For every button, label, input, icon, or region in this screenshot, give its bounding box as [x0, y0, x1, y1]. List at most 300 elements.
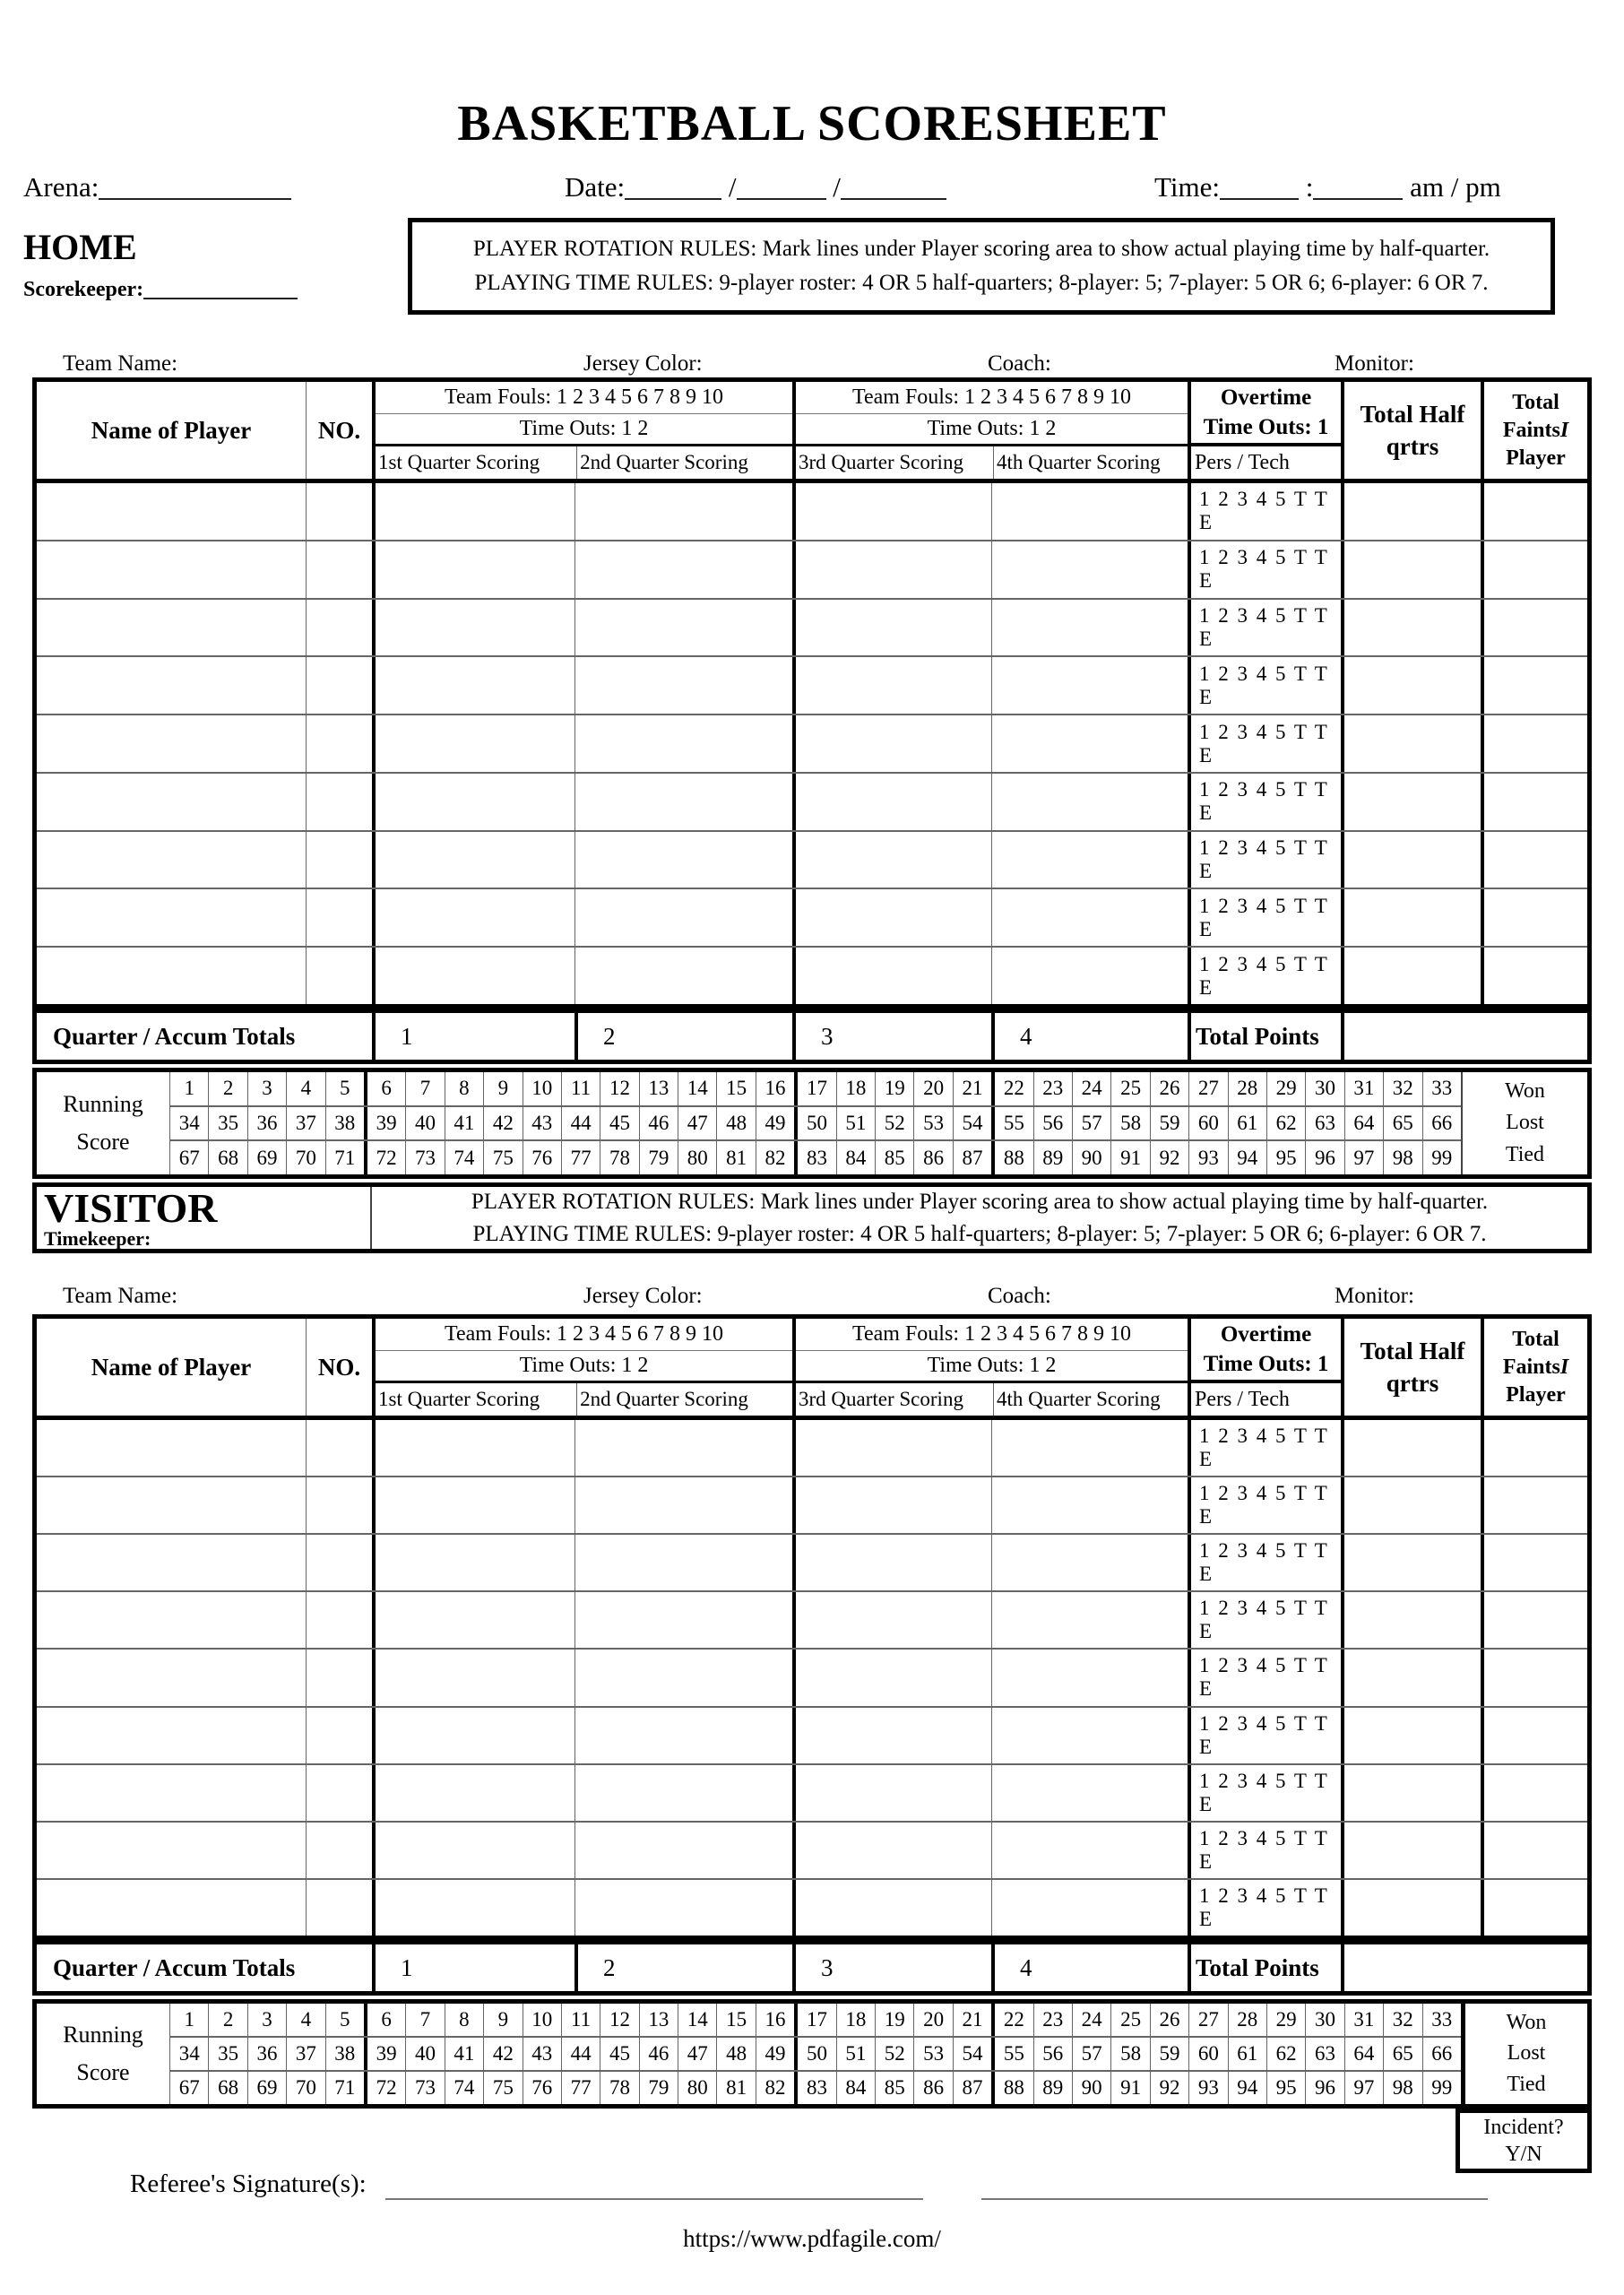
player-number-cell[interactable]: [306, 889, 372, 946]
pers-tech-cell[interactable]: [1188, 1535, 1341, 1590]
pers-tech-cell[interactable]: [1188, 1592, 1341, 1648]
running-score-number[interactable]: 41: [445, 1107, 483, 1140]
player-name-cell[interactable]: [37, 1823, 306, 1878]
running-score-number[interactable]: 95: [1266, 1141, 1305, 1174]
running-score-number[interactable]: 72: [364, 2072, 405, 2104]
running-score-number[interactable]: 44: [561, 1107, 600, 1140]
player-number-cell[interactable]: [306, 1535, 372, 1590]
q1-scoring-cell[interactable]: [372, 832, 574, 888]
q4-scoring-cell[interactable]: [991, 657, 1188, 714]
running-score-number[interactable]: 8: [445, 1072, 483, 1105]
running-score-number[interactable]: 49: [756, 2038, 794, 2070]
q2-scoring-cell[interactable]: [574, 715, 792, 772]
running-score-number[interactable]: 58: [1110, 1107, 1149, 1140]
running-score-number[interactable]: 66: [1422, 1107, 1461, 1140]
q2-scoring-cell[interactable]: [574, 1592, 792, 1648]
running-score-number[interactable]: 51: [836, 2038, 875, 2070]
player-name-cell[interactable]: [37, 1535, 306, 1590]
running-score-number[interactable]: 89: [1033, 2072, 1072, 2104]
q2-scoring-cell[interactable]: [574, 657, 792, 714]
running-score-number[interactable]: 36: [247, 1107, 286, 1140]
total-half-cell[interactable]: [1341, 600, 1481, 656]
running-score-number[interactable]: 52: [875, 1107, 913, 1140]
total-faints-cell[interactable]: [1481, 1477, 1587, 1533]
pers-tech-cell[interactable]: [1188, 774, 1341, 830]
running-score-number[interactable]: 76: [523, 1141, 561, 1174]
q3-scoring-cell[interactable]: [792, 541, 991, 598]
coach-label[interactable]: Coach:: [988, 1284, 1051, 1308]
running-score-number[interactable]: 44: [561, 2038, 600, 2070]
q4-scoring-cell[interactable]: [991, 832, 1188, 888]
running-score-number[interactable]: 78: [600, 2072, 638, 2104]
running-score-number[interactable]: 16: [756, 2004, 794, 2036]
team-fouls-header-2[interactable]: Team Fouls: 1 2 3 4 5 6 7 8 9 10: [796, 382, 1188, 414]
running-score-number[interactable]: 69: [247, 1141, 286, 1174]
running-score-number[interactable]: 49: [756, 1107, 794, 1140]
running-score-number[interactable]: 83: [794, 1141, 835, 1174]
player-number-cell[interactable]: [306, 774, 372, 830]
running-score-number[interactable]: 41: [445, 2038, 483, 2070]
running-score-number[interactable]: 84: [836, 1141, 875, 1174]
q3-scoring-cell[interactable]: [792, 600, 991, 656]
running-score-number[interactable]: 93: [1188, 2072, 1227, 2104]
running-score-number[interactable]: 48: [716, 1107, 755, 1140]
q4-scoring-cell[interactable]: [991, 1765, 1188, 1821]
q3-scoring-cell[interactable]: [792, 1708, 991, 1763]
player-number-cell[interactable]: [306, 1650, 372, 1705]
pers-tech-cell[interactable]: [1188, 1708, 1341, 1763]
running-score-number[interactable]: 81: [716, 1141, 755, 1174]
running-score-number[interactable]: 7: [405, 1072, 444, 1105]
running-score-number[interactable]: 51: [836, 1107, 875, 1140]
q2-scoring-cell[interactable]: [574, 1708, 792, 1763]
running-score-number[interactable]: 53: [913, 1107, 952, 1140]
running-score-number[interactable]: 93: [1188, 1141, 1227, 1174]
running-score-number[interactable]: 84: [836, 2072, 875, 2104]
q3-scoring-cell[interactable]: [792, 1765, 991, 1821]
q3-scoring-cell[interactable]: [792, 1535, 991, 1590]
team-fouls-header-1[interactable]: Team Fouls: 1 2 3 4 5 6 7 8 9 10: [376, 382, 792, 414]
running-score-number[interactable]: 30: [1305, 1072, 1343, 1105]
total-half-cell[interactable]: [1341, 1592, 1481, 1648]
running-score-number[interactable]: 83: [794, 2072, 835, 2104]
running-score-number[interactable]: 57: [1072, 2038, 1110, 2070]
running-score-number[interactable]: 17: [794, 1072, 835, 1105]
running-score-number[interactable]: 13: [639, 2004, 678, 2036]
team-fouls-header-1[interactable]: Team Fouls: 1 2 3 4 5 6 7 8 9 10: [376, 1319, 792, 1351]
running-score-number[interactable]: 86: [913, 2072, 952, 2104]
q2-scoring-cell[interactable]: [574, 1765, 792, 1821]
running-score-number[interactable]: 92: [1150, 1141, 1188, 1174]
running-score-number[interactable]: 98: [1383, 2072, 1421, 2104]
total-half-cell[interactable]: [1341, 657, 1481, 714]
running-score-number[interactable]: 88: [991, 1141, 1032, 1174]
footer-url[interactable]: https://www.pdfagile.com/: [683, 2225, 941, 2252]
player-number-cell[interactable]: [306, 1592, 372, 1648]
running-score-number[interactable]: 87: [953, 1141, 991, 1174]
running-score-number[interactable]: 23: [1033, 1072, 1072, 1105]
q2-scoring-cell[interactable]: [574, 483, 792, 540]
player-number-cell[interactable]: [306, 1477, 372, 1533]
pers-tech-cell[interactable]: [1188, 1477, 1341, 1533]
total-faints-cell[interactable]: [1481, 483, 1587, 540]
q4-scoring-cell[interactable]: [991, 1477, 1188, 1533]
running-score-number[interactable]: 33: [1422, 1072, 1461, 1105]
running-score-number[interactable]: 33: [1422, 2004, 1461, 2036]
running-score-number[interactable]: 11: [561, 1072, 600, 1105]
player-name-cell[interactable]: [37, 948, 306, 1004]
running-score-number[interactable]: 21: [953, 1072, 991, 1105]
running-score-number[interactable]: 75: [483, 1141, 522, 1174]
total-half-cell[interactable]: [1341, 1650, 1481, 1705]
q2-scoring-cell[interactable]: [574, 774, 792, 830]
q2-scoring-cell[interactable]: [574, 889, 792, 946]
running-score-number[interactable]: 2: [208, 2004, 246, 2036]
result-option[interactable]: Lost: [1507, 2041, 1546, 2066]
pers-tech-cell[interactable]: [1188, 483, 1341, 540]
running-score-number[interactable]: 69: [247, 2072, 286, 2104]
running-score-number[interactable]: 72: [364, 1141, 405, 1174]
total-half-cell[interactable]: [1341, 1535, 1481, 1590]
running-score-number[interactable]: 38: [325, 1107, 364, 1140]
total-faints-cell[interactable]: [1481, 657, 1587, 714]
running-score-number[interactable]: 90: [1072, 2072, 1110, 2104]
running-score-number[interactable]: 82: [756, 1141, 794, 1174]
pers-tech-cell[interactable]: [1188, 1650, 1341, 1705]
running-score-number[interactable]: 80: [678, 2072, 716, 2104]
running-score-number[interactable]: 45: [600, 2038, 638, 2070]
running-score-number[interactable]: 46: [639, 2038, 678, 2070]
running-score-number[interactable]: 16: [756, 1072, 794, 1105]
running-score-number[interactable]: 35: [208, 1107, 246, 1140]
team-name-label[interactable]: Team Name:: [63, 351, 178, 376]
q1-scoring-cell[interactable]: [372, 657, 574, 714]
running-score-number[interactable]: 61: [1228, 2038, 1266, 2070]
q1-total-cell[interactable]: [372, 1944, 574, 1991]
player-number-cell[interactable]: [306, 1420, 372, 1476]
running-score-number[interactable]: 26: [1150, 2004, 1188, 2036]
q2-scoring-cell[interactable]: [574, 1477, 792, 1533]
total-faints-cell[interactable]: [1481, 1535, 1587, 1590]
q2-scoring-cell[interactable]: [574, 1880, 792, 1936]
q2-scoring-cell[interactable]: [574, 541, 792, 598]
coach-label[interactable]: Coach:: [988, 351, 1051, 376]
running-score-number[interactable]: 26: [1150, 1072, 1188, 1105]
running-score-number[interactable]: 11: [561, 2004, 600, 2036]
running-score-number[interactable]: 60: [1188, 1107, 1227, 1140]
running-score-number[interactable]: 36: [247, 2038, 286, 2070]
q2-scoring-cell[interactable]: [574, 1535, 792, 1590]
player-number-cell[interactable]: [306, 657, 372, 714]
q1-scoring-cell[interactable]: [372, 1650, 574, 1705]
q3-scoring-cell[interactable]: [792, 889, 991, 946]
total-half-cell[interactable]: [1341, 1708, 1481, 1763]
running-score-number[interactable]: 9: [483, 2004, 522, 2036]
total-faints-cell[interactable]: [1481, 1823, 1587, 1878]
q3-scoring-cell[interactable]: [792, 715, 991, 772]
running-score-number[interactable]: 70: [286, 1141, 324, 1174]
running-score-number[interactable]: 34: [178, 2042, 200, 2065]
total-faints-cell[interactable]: [1481, 832, 1587, 888]
total-faints-cell[interactable]: [1481, 1592, 1587, 1648]
running-score-number[interactable]: 5: [325, 2004, 364, 2036]
jersey-color-label[interactable]: Jersey Color:: [583, 351, 703, 376]
running-score-number[interactable]: 67: [178, 1146, 200, 1169]
running-score-number[interactable]: 87: [953, 2072, 991, 2104]
running-score-number[interactable]: 78: [600, 1141, 638, 1174]
running-score-number[interactable]: 2: [208, 1072, 246, 1105]
running-score-number[interactable]: 42: [483, 2038, 522, 2070]
q4-scoring-cell[interactable]: [991, 1880, 1188, 1936]
total-faints-cell[interactable]: [1481, 889, 1587, 946]
running-score-number[interactable]: 31: [1344, 2004, 1383, 2036]
running-score-number[interactable]: 59: [1150, 1107, 1188, 1140]
total-faints-cell[interactable]: [1481, 541, 1587, 598]
player-number-cell[interactable]: [306, 1765, 372, 1821]
running-score-number[interactable]: 37: [286, 2038, 324, 2070]
total-half-cell[interactable]: [1341, 541, 1481, 598]
running-score-number[interactable]: 74: [445, 2072, 483, 2104]
total-faints-cell[interactable]: [1481, 1765, 1587, 1821]
running-score-number[interactable]: 12: [600, 1072, 638, 1105]
q4-scoring-cell[interactable]: [991, 774, 1188, 830]
running-score-number[interactable]: 77: [561, 1141, 600, 1174]
running-score-number[interactable]: 28: [1228, 2004, 1266, 2036]
jersey-color-label[interactable]: Jersey Color:: [583, 1284, 703, 1308]
running-score-number[interactable]: 85: [875, 2072, 913, 2104]
total-half-cell[interactable]: [1341, 1823, 1481, 1878]
result-option[interactable]: Lost: [1506, 1111, 1544, 1135]
overtime-header[interactable]: [1191, 382, 1341, 446]
running-score-number[interactable]: 9: [483, 1072, 522, 1105]
total-faints-cell[interactable]: [1481, 774, 1587, 830]
total-half-cell[interactable]: [1341, 1477, 1481, 1533]
running-score-number[interactable]: 94: [1228, 2072, 1266, 2104]
scorekeeper-blank[interactable]: [143, 276, 298, 299]
q4-total-cell[interactable]: [991, 1944, 1188, 1991]
q1-scoring-cell[interactable]: [372, 1592, 574, 1648]
running-score-number[interactable]: 96: [1305, 2072, 1343, 2104]
time-minute-blank[interactable]: [1313, 170, 1403, 200]
running-score-number[interactable]: 85: [875, 1141, 913, 1174]
q1-scoring-cell[interactable]: [372, 1420, 574, 1476]
date-year-blank[interactable]: [841, 170, 946, 200]
arena-blank[interactable]: [99, 170, 291, 200]
q3-scoring-cell[interactable]: [792, 1477, 991, 1533]
timekeeper-label[interactable]: Timekeeper:: [44, 1227, 151, 1250]
running-score-number[interactable]: 89: [1033, 1141, 1072, 1174]
running-score-number[interactable]: 10: [523, 1072, 561, 1105]
q4-scoring-cell[interactable]: [991, 483, 1188, 540]
q3-scoring-cell[interactable]: [792, 948, 991, 1004]
running-score-number[interactable]: 28: [1228, 1072, 1266, 1105]
player-name-cell[interactable]: [37, 832, 306, 888]
q4-scoring-cell[interactable]: [991, 1535, 1188, 1590]
date-day-blank[interactable]: [737, 170, 826, 200]
running-score-number[interactable]: 38: [325, 2038, 364, 2070]
running-score-number[interactable]: 75: [483, 2072, 522, 2104]
date-month-blank[interactable]: [625, 170, 721, 200]
player-name-cell[interactable]: [37, 657, 306, 714]
player-name-cell[interactable]: [37, 1708, 306, 1763]
running-score-number[interactable]: 91: [1110, 1141, 1149, 1174]
running-score-number[interactable]: 45: [600, 1107, 638, 1140]
running-score-number[interactable]: 59: [1150, 2038, 1188, 2070]
running-score-number[interactable]: 1: [184, 1077, 194, 1100]
q2-scoring-cell[interactable]: [574, 1823, 792, 1878]
running-score-number[interactable]: 56: [1033, 1107, 1072, 1140]
result-option[interactable]: Tied: [1505, 1142, 1545, 1166]
pers-tech-cell[interactable]: [1188, 1420, 1341, 1476]
running-score-number[interactable]: 67: [178, 2076, 200, 2099]
running-score-number[interactable]: 24: [1072, 1072, 1110, 1105]
running-score-number[interactable]: 74: [445, 1141, 483, 1174]
player-name-cell[interactable]: [37, 1477, 306, 1533]
player-name-cell[interactable]: [37, 483, 306, 540]
running-score-number[interactable]: 23: [1033, 2004, 1072, 2036]
q1-scoring-cell[interactable]: [372, 948, 574, 1004]
running-score-number[interactable]: 63: [1305, 1107, 1343, 1140]
running-score-number[interactable]: 31: [1344, 1072, 1383, 1105]
total-half-cell[interactable]: [1341, 774, 1481, 830]
running-score-number[interactable]: 73: [405, 1141, 444, 1174]
q3-scoring-cell[interactable]: [792, 1420, 991, 1476]
running-score-number[interactable]: 76: [523, 2072, 561, 2104]
monitor-label[interactable]: Monitor:: [1335, 351, 1414, 376]
running-score-number[interactable]: 88: [991, 2072, 1032, 2104]
q1-scoring-cell[interactable]: [372, 600, 574, 656]
q4-scoring-cell[interactable]: [991, 715, 1188, 772]
running-score-number[interactable]: 62: [1266, 2038, 1305, 2070]
q1-scoring-cell[interactable]: [372, 715, 574, 772]
running-score-number[interactable]: 39: [364, 2038, 405, 2070]
q2-scoring-cell[interactable]: [574, 1420, 792, 1476]
q4-scoring-cell[interactable]: [991, 948, 1188, 1004]
result-option[interactable]: Won: [1506, 2010, 1547, 2034]
running-score-number[interactable]: 99: [1422, 1141, 1461, 1174]
player-name-cell[interactable]: [37, 1880, 306, 1936]
running-score-number[interactable]: 60: [1188, 2038, 1227, 2070]
player-number-cell[interactable]: [306, 715, 372, 772]
q4-scoring-cell[interactable]: [991, 541, 1188, 598]
q4-scoring-cell[interactable]: [991, 1650, 1188, 1705]
running-score-number[interactable]: 55: [991, 2038, 1032, 2070]
q3-scoring-cell[interactable]: [792, 1880, 991, 1936]
total-half-cell[interactable]: [1341, 1420, 1481, 1476]
running-score-number[interactable]: 68: [208, 1141, 246, 1174]
running-score-number[interactable]: 3: [247, 2004, 286, 2036]
running-score-number[interactable]: 32: [1383, 1072, 1421, 1105]
running-score-number[interactable]: 4: [286, 1072, 324, 1105]
running-score-number[interactable]: 40: [405, 2038, 444, 2070]
pers-tech-cell[interactable]: [1188, 1823, 1341, 1878]
q2-scoring-cell[interactable]: [574, 600, 792, 656]
running-score-number[interactable]: 15: [716, 1072, 755, 1105]
time-outs-header-2[interactable]: Time Outs: 1 2: [796, 1351, 1188, 1383]
total-faints-cell[interactable]: [1481, 600, 1587, 656]
player-number-cell[interactable]: [306, 600, 372, 656]
running-score-number[interactable]: 68: [208, 2072, 246, 2104]
running-score-number[interactable]: 25: [1110, 2004, 1149, 2036]
ampm-label[interactable]: am / pm: [1410, 171, 1501, 203]
running-score-number[interactable]: 98: [1383, 1141, 1421, 1174]
total-half-cell[interactable]: [1341, 832, 1481, 888]
q3-scoring-cell[interactable]: [792, 774, 991, 830]
q3-scoring-cell[interactable]: [792, 1650, 991, 1705]
team-name-label[interactable]: Team Name:: [63, 1284, 178, 1308]
running-score-number[interactable]: 70: [286, 2072, 324, 2104]
running-score-number[interactable]: 40: [405, 1107, 444, 1140]
running-score-number[interactable]: 10: [523, 2004, 561, 2036]
q1-scoring-cell[interactable]: [372, 1477, 574, 1533]
referee-signature-blank-1[interactable]: [385, 2198, 923, 2200]
q2-total-cell[interactable]: [574, 1944, 792, 1991]
q4-scoring-cell[interactable]: [991, 1592, 1188, 1648]
running-score-number[interactable]: 71: [325, 1141, 364, 1174]
running-score-number[interactable]: 22: [991, 2004, 1032, 2036]
pers-tech-cell[interactable]: [1188, 832, 1341, 888]
q4-scoring-cell[interactable]: [991, 889, 1188, 946]
running-score-number[interactable]: 27: [1188, 2004, 1227, 2036]
running-score-number[interactable]: 15: [716, 2004, 755, 2036]
result-option[interactable]: Tied: [1507, 2073, 1546, 2097]
running-score-number[interactable]: 73: [405, 2072, 444, 2104]
time-outs-header-1[interactable]: Time Outs: 1 2: [376, 414, 792, 446]
q1-scoring-cell[interactable]: [372, 541, 574, 598]
q3-scoring-cell[interactable]: [792, 657, 991, 714]
running-score-number[interactable]: 12: [600, 2004, 638, 2036]
pers-tech-cell[interactable]: [1188, 715, 1341, 772]
player-name-cell[interactable]: [37, 541, 306, 598]
q1-scoring-cell[interactable]: [372, 1823, 574, 1878]
player-number-cell[interactable]: [306, 1708, 372, 1763]
pers-tech-cell[interactable]: [1188, 1880, 1341, 1936]
running-score-number[interactable]: 43: [523, 1107, 561, 1140]
pers-tech-cell[interactable]: [1188, 600, 1341, 656]
running-score-number[interactable]: 95: [1266, 2072, 1305, 2104]
q3-total-cell[interactable]: [792, 1013, 991, 1060]
time-outs-header-1[interactable]: Time Outs: 1 2: [376, 1351, 792, 1383]
pers-tech-cell[interactable]: [1188, 889, 1341, 946]
q2-scoring-cell[interactable]: [574, 832, 792, 888]
player-name-cell[interactable]: [37, 889, 306, 946]
running-score-number[interactable]: 29: [1266, 1072, 1305, 1105]
player-name-cell[interactable]: [37, 1592, 306, 1648]
q1-scoring-cell[interactable]: [372, 483, 574, 540]
q1-scoring-cell[interactable]: [372, 1708, 574, 1763]
monitor-label[interactable]: Monitor:: [1335, 1284, 1414, 1308]
pers-tech-cell[interactable]: [1188, 657, 1341, 714]
running-score-number[interactable]: 57: [1072, 1107, 1110, 1140]
running-score-number[interactable]: 91: [1110, 2072, 1149, 2104]
running-score-number[interactable]: 90: [1072, 1141, 1110, 1174]
total-faints-cell[interactable]: [1481, 1880, 1587, 1936]
running-score-number[interactable]: 50: [794, 2038, 835, 2070]
running-score-number[interactable]: 47: [678, 1107, 716, 1140]
q1-scoring-cell[interactable]: [372, 1535, 574, 1590]
running-score-number[interactable]: 18: [836, 1072, 875, 1105]
q1-scoring-cell[interactable]: [372, 774, 574, 830]
player-name-cell[interactable]: [37, 1765, 306, 1821]
team-fouls-header-2[interactable]: Team Fouls: 1 2 3 4 5 6 7 8 9 10: [796, 1319, 1188, 1351]
player-number-cell[interactable]: [306, 1880, 372, 1936]
running-score-number[interactable]: 27: [1188, 1072, 1227, 1105]
running-score-number[interactable]: 66: [1422, 2038, 1461, 2070]
player-number-cell[interactable]: [306, 832, 372, 888]
total-half-cell[interactable]: [1341, 1880, 1481, 1936]
time-outs-header-2[interactable]: Time Outs: 1 2: [796, 414, 1188, 446]
running-score-number[interactable]: 17: [794, 2004, 835, 2036]
